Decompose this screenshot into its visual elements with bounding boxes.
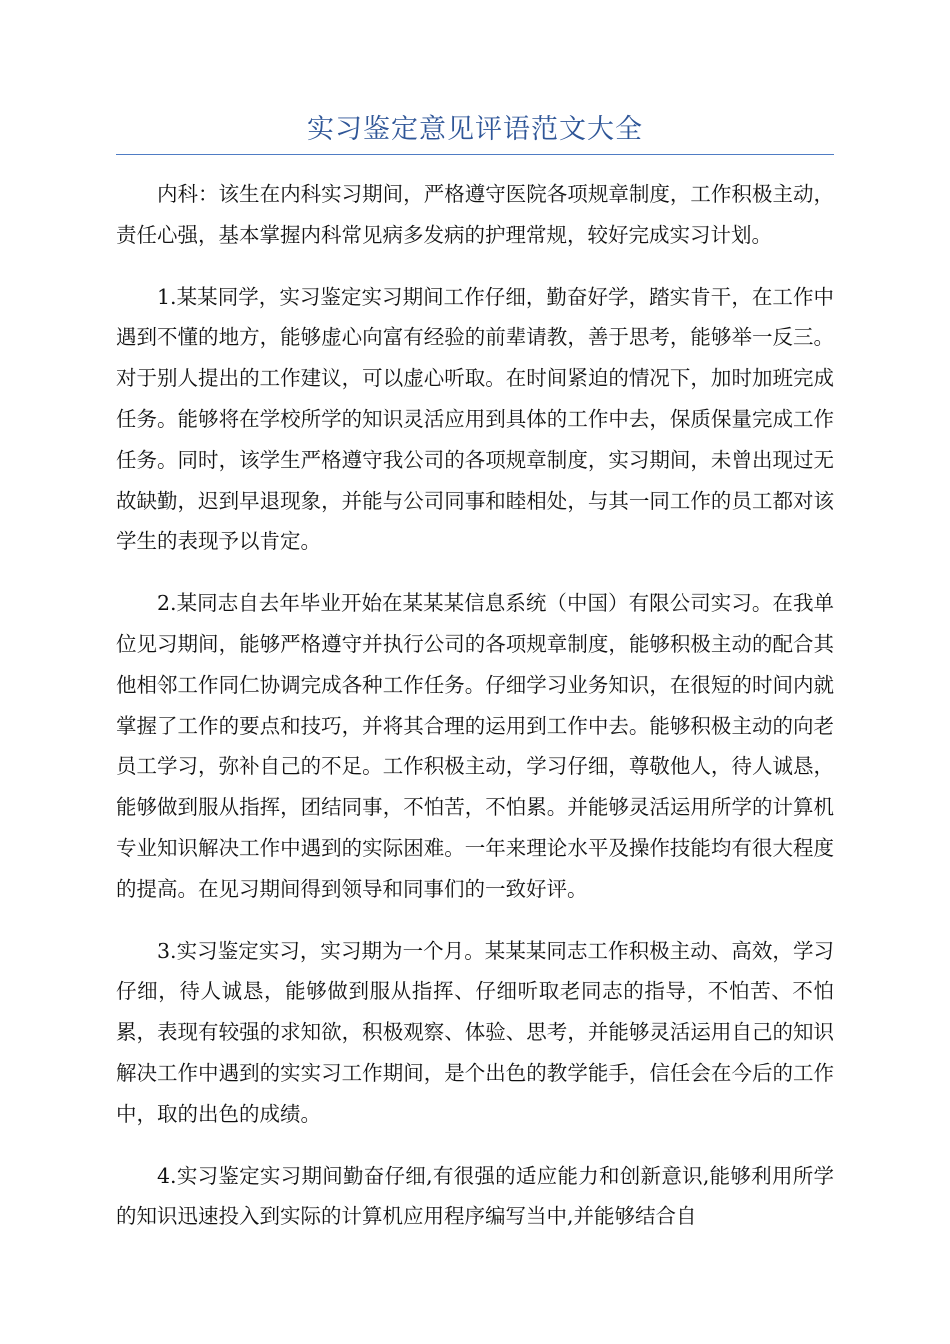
paragraph-internal-medicine: 内科：该生在内科实习期间，严格遵守医院各项规章制度，工作积极主动，责任心强，基本掌握内科常见病多发病的护理常规，较好完成实习计划。 (116, 182, 834, 247)
paragraph-item-1: 1.某某同学，实习鉴定实习期间工作仔细，勤奋好学，踏实肯干，在工作中遇到不懂的地方，能够虚心向富有经验的前辈请教，善于思考，能够举一反三。对于别人提出的工作建议，可以虚心听取。在时间紧迫的情况下，加时加班完成任务。能够将在学校所学的知识灵活应用到具体的工作中去，保质保量完成工作任务。同时，该学生严格遵守我公司的各项规章制度，实习期间，未曾出现过无故缺勤，迟到早退现象，并能与公司同事和睦相处，与其一同工作的员工都对该学生的表现予以肯定。 (116, 284, 834, 554)
document-body (116, 174, 834, 1258)
title-underline (116, 154, 834, 155)
paragraph-item-4: 4.实习鉴定实习期间勤奋仔细,有很强的适应能力和创新意识,能够利用所学的知识迅速投入到实际的计算机应用程序编写当中,并能够结合自 (116, 1163, 834, 1229)
document-title: 实习鉴定意见评语范文大全 (307, 114, 643, 145)
paragraph-item-3: 3.实习鉴定实习，实习期为一个月。某某某同志工作积极主动、高效，学习仔细，待人诚恳，能够做到服从指挥、仔细听取老同志的指导，不怕苦、不怕累，表现有较强的求知欲，积极观察、体验、思考，并能够灵活运用自己的知识解决工作中遇到的实实习工作期间，是个出色的教学能手，信任会在今后的工作中，取的出色的成绩。 (116, 938, 834, 1126)
paragraph-item-2: 2.某同志自去年毕业开始在某某某信息系统（中国）有限公司实习。在我单位见习期间，能够严格遵守并执行公司的各项规章制度，能够积极主动的配合其他相邻工作同仁协调完成各种工作任务。仔细学习业务知识，在很短的时间内就掌握了工作的要点和技巧，并将其合理的运用到工作中去。能够积极主动的向老员工学习，弥补自己的不足。工作积极主动，学习仔细，尊敬他人，待人诚恳，能够做到服从指挥，团结同事，不怕苦，不怕累。并能够灵活运用所学的计算机专业知识解决工作中遇到的实际困难。一年来理论水平及操作技能均有很大程度的提高。在见习期间得到领导和同事们的一致好评。 (116, 591, 834, 901)
